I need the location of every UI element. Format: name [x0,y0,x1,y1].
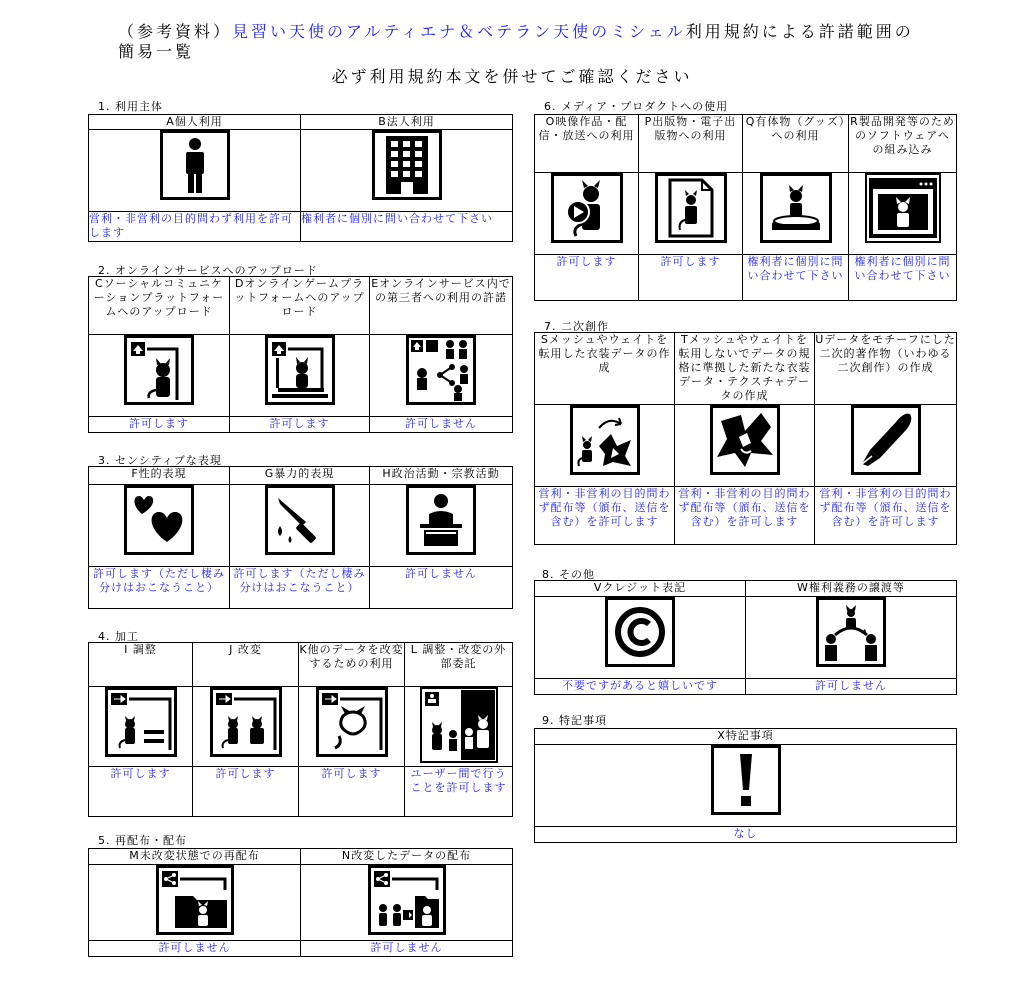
head-a: A個人利用 [89,115,301,130]
head-s: Sメッシュやウェイトを転用した衣装データの作成 [535,333,675,405]
transfer-rights-icon [816,597,886,667]
table-processing [88,642,513,817]
status-l: ユーザー間で行うことを許可します [405,767,513,817]
table-media [534,114,957,301]
section-title-4: 4. 加工 [98,630,139,643]
status-q: 権利者に個別に問い合わせて下さい [743,255,849,301]
head-j: J 改変 [193,643,299,687]
section-title-7: 7. 二次創作 [544,320,609,333]
redistribute-folder-icon [156,865,234,935]
hearts-icon [124,485,194,555]
software-window-icon [865,173,941,243]
head-w: W権利義務の譲渡等 [746,581,957,597]
section-title-3: 3. センシティブな表現 [98,454,222,467]
head-o: O映像作品・配信・放送への利用 [535,115,639,173]
goods-figure-icon [760,173,832,243]
head-i: I 調整 [89,643,193,687]
status-r: 権利者に個別に問い合わせて下さい [849,255,957,301]
status-p: 許可します [639,255,743,301]
status-t: 営利・非営利の目的問わず配布等（頒布、送信を含む）を許可します [675,487,815,545]
status-f: 許可します（ただし棲み分けはおこなうこと） [89,567,230,609]
costume-new-icon [710,405,780,475]
head-f: F性的表現 [89,467,230,485]
head-n: N改変したデータの配布 [301,849,513,865]
section-title-5: 5. 再配布・配布 [98,834,187,847]
status-d: 許可します [230,417,370,433]
status-c: 許可します [89,417,230,433]
table-special [534,728,957,843]
upload-game-icon [265,335,335,405]
status-a: 営利・非営利の目的問わず利用を許可します [89,212,301,242]
page-title [118,22,918,62]
status-o: 許可します [535,255,639,301]
status-s: 営利・非営利の目的問わず配布等（頒布、送信を含む）を許可します [535,487,675,545]
status-v: 不要ですがあると嬉しいです [535,679,746,695]
building-icon [372,130,442,200]
table-derivative [534,332,957,545]
section-title-8: 8. その他 [542,568,595,581]
table-online-upload [88,276,513,433]
distribute-modified-icon [368,865,446,935]
section-title-1: 1. 利用主体 [98,100,163,113]
title-rest: 利用規約による許諾範囲の [685,22,914,41]
podium-speaker-icon [406,485,476,555]
title-paren: （参考資料） [118,22,233,41]
copyright-icon [605,597,675,667]
head-r: R製品開発等のためのソフトウェアへの組み込み [849,115,957,173]
status-u: 営利・非営利の目的問わず配布等（頒布、送信を含む）を許可します [815,487,957,545]
title-line2: 簡易一覧 [118,42,195,61]
reuse-data-icon [316,687,388,757]
head-g: G暴力的表現 [230,467,370,485]
status-m: 許可しません [89,941,301,957]
modify-icon [210,687,282,757]
head-q: Q有体物（グッズ）への利用 [743,115,849,173]
pen-icon [851,405,921,475]
title-product: 見習い天使のアルティエナ＆ベテラン天使のミシェル [232,22,686,41]
head-c: Cソーシャルコミュニケーションプラットフォームへのアップロード [89,277,230,335]
table-redistribution [88,848,513,957]
head-h: H政治活動・宗教活動 [370,467,513,485]
person-icon [160,130,230,200]
video-play-icon [551,173,623,243]
status-i: 許可します [89,767,193,817]
exclamation-icon [711,745,781,815]
status-n: 許可しません [301,941,513,957]
head-v: Vクレジット表記 [535,581,746,597]
head-x: X特記事項 [535,729,957,745]
costume-convert-icon [570,405,640,475]
status-k: 許可します [299,767,405,817]
head-k: K他のデータを改変するための利用 [299,643,405,687]
publication-icon [655,173,727,243]
status-h: 許可しません [370,567,513,609]
adjust-icon [105,687,177,757]
section-title-6: 6. メディア・プロダクトへの使用 [544,100,729,113]
status-x: なし [535,827,957,843]
status-j: 許可します [193,767,299,817]
head-t: Tメッシュやウェイトを転用しないでデータの規格に準拠した新たな衣装データ・テクスチャデータの作成 [675,333,815,405]
table-sensitive [88,466,513,609]
status-g: 許可します（ただし棲み分けはおこなうこと） [230,567,370,609]
third-party-license-icon [406,335,476,405]
page-subtitle: 必ず利用規約本文を併せてご確認ください [331,67,693,86]
section-title-2: 2. オンラインサービスへのアップロード [98,264,318,277]
table-others [534,580,957,695]
head-l: L 調整・改変の外部委託 [405,643,513,687]
outsource-icon [420,687,498,763]
knife-icon [265,485,335,555]
head-m: M未改変状態での再配布 [89,849,301,865]
table-usage-entity [88,114,513,242]
head-p: P出版物・電子出版物への利用 [639,115,743,173]
head-b: B法人利用 [301,115,513,130]
head-u: Uデータをモチーフにした二次的著作物（いわゆる二次創作）の作成 [815,333,957,405]
section-title-9: 9. 特記事項 [542,714,607,727]
head-d: Dオンラインゲームプラットフォームへのアップロード [230,277,370,335]
upload-sns-icon [124,335,194,405]
status-e: 許可しません [370,417,513,433]
status-b: 権利者に個別に問い合わせて下さい [301,212,513,242]
status-w: 許可しません [746,679,957,695]
head-e: Eオンラインサービス内での第三者への利用の許諾 [370,277,513,335]
